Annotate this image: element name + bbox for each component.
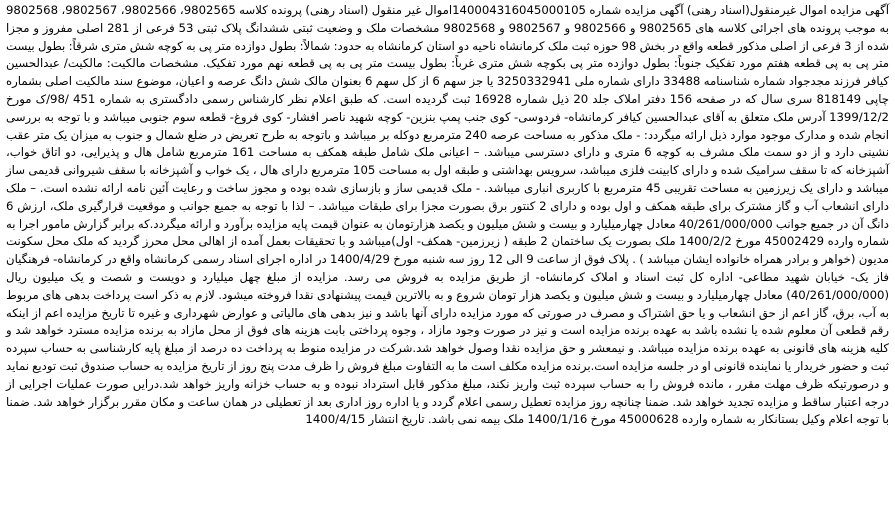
notice-body: به موجب پرونده های اجرائی کلاسه های 9802565 و 9802566 و 9802567 و 9802568 مشخصات ملک و وضعیت ثبتی ششدانگ پلاک ثبتی 53 فرعی از 281 اصلی مفروز و مجزا شده از 3 فرعی از اصلی مذکور قطعه واقع در بخش 98 حوزه ثبت ملک کرمانشاه ناحیه دو استان کرمانشاه به حدود: شمالاً: بطول دوازده متر پی به کوچه شش متری شرقاً: بطول بیست متر پی به پی قطعه هفتم مورد تفکیک جنوباً: بطول دوازده متر پی بکوچه شش متری غرباً: بطول بیست متر پی به پی قطعه نهم مورد تفکیک. مشخصات مالکیت: مالکیت/ عبدالحسین کیافر فرزند مجدجواد شماره شناسنامه 33488 دارای شماره ملی 3250332941 یا جز سهم 6 از کل سهم 6 بعنوان مالک شش دانگ عرصه و اعیان، موضوع سند مالکیت اصلی بشماره چاپی 818149 سری سال که در صفحه 156 دفتر املاک جلد 20 ذیل شماره 16928 ثبت گردیده است. که طبق اعلام نظر کارشناس رسمی دادگستری به شماره 451 /98/ک مورخ 1399/12/2 آدرس ملک متعلق به آقای عبدالحسین کیافر کرمانشاه- فردوسی- کوی جنب پمپ بنزین- کوچه شهید ناصر افشار- کوی فروغ- قطعه سوم جنوبی میباشد و با توجه به بررسی انجام شده و مدارک موجود موارد ذیل ارائه میگردد: - ملک مذکور به مساحت عرصه 240 مترمربع دوکله بر میباشد و باتوجه به طرح تعریض در ضلع شمال و جنوب به میزان یک متر عقب نشینی دارد و از دو سمت ملک مشرف به کوچه 6 متری و دارای دسترسی میباشد. – اعیانی ملک شامل طبقه همکف به مساحت 161 مترمربع شامل هال و پذیرایی، دو اتاق خواب، آشپزخانه که تا سقف سرامیک شده و دارای کابینت فلزی میباشد، سرویس بهداشتی و طبقه اول به مساحت 105 مترمربع دارای هال ، یک خواب و آشپزخانه با سقف شیروانی قدیمی ساز میباشد و دارای یک زیرزمین به مساحت تقریبی 45 مترمربع با کاربری انباری میباشد. - ملک قدیمی ساز و بازسازی شده بوده و مجوز ساخت و رعایت آئین نامه ارائه نشده است. – ملک دارای انشعاب آب و گاز مشترک برای طبقه همکف و اول بوده و دارای 2 کنتور برق بصورت مجزا برای طبقات میباشد. – لذا با توجه به جمیع جوانب و موقعیت قرارگیری ملک، ارزش 6 دانگ آن در جمیع جوانب 40/261/000/000 معادل چهارمیلیارد و بیست و شش میلیون و یکصد هزارتومان به عنوان قیمت پایه مزایده برآورد و ارائه میگردد.که برابر گزارش مامور اجرا به شماره وارده 45002429 مورخ 1400/2/2 ملک بصورت یک ساختمان 2 طبقه ( زیرزمین- همکف- اول)میباشد و با تحقیقات بعمل آمده از اهالی محل محرز گردید که ملک محل سکونت مدیون (خواهر و برادر همراه خانواده ایشان میباشد ) . پلاک فوق از ساعت 9 الی 12 روز سه شنبه مورخ 1400/4/29 در اداره اجرای اسناد رسمی کرمانشاه واقع در کرمانشاه- فرهنگیان فاز یک- خیابان شهید مطاعی- اداره کل ثبت اسناد و املاک کرمانشاه- از طریق مزایده به فروش می رسد. مزایده از مبلغ چهل میلیارد و دویست و شصت و یک میلیون ریال (40/261/000/000) معادل چهارمیلیارد و بیست و شش میلیون و یکصد هزار تومان شروع و به بالاترین قیمت پیشنهادی نقدا فروخته میشود. لازم به ذکر است پرداخت بدهی های مربوط به آب، برق، گاز اعم از حق انشعاب و یا حق اشتراک و مصرف در صورتی که مورد مزایده دارای آنها باشد و نیز بدهی های مالیاتی و عوارض شهرداری و غیره تا تاریخ مزایده اعم از اینکه رقم قطعی آن معلوم شده یا نشده باشد به عهده برنده مزایده است و نیز در صورت وجود مازاد ، وجوه پرداختی بابت هزینه های فوق از محل مازاد به برنده مزایده مسترد خواهد شد و کلیه هزینه های قانونی به عهده برنده مزایده میباشد. و نیمعشر و حق مزایده نقدا وصول خواهد شد.شرکت در مزایده منوط به پرداخت ده درصد از مبلغ پایه کارشناسی به حساب سپرده ثبت و حضور خریدار یا نماینده قانونی او در جلسه مزایده است.برنده مزایده مکلف است ما به التفاوت مبلغ فروش را ظرف مدت پنج روز از تاریخ مزایده به حساب صندوق ثبت تودیع نماید و درصورتیکه ظرف مهلت مقرر ، مانده فروش را به حساب سپرده ثبت واریز نکند، مبلغ مذکور قابل استرداد نبوده و به حساب خزانه واریز خواهد شد.درایں صورت عملیات اجرایی از درجه اعتبار ساقط و مزایده تجدید خواهد شد. ضمنا چنانچه روز مزایده تعطیل رسمی اعلام گردد و یا اداره روز اداری بعد از تعطیلی در همان ساعت و مکان مقرر برگزار خواهد شد. ضمنا با توجه اعلام وکیل بستانکار به شماره وارده 45000628 مورخ 1400/1/16 ملک بیمه نمی باشد. تاریخ انتشار bbox=[6, 20, 890, 427]
auction-notice bbox=[6, 2, 889, 429]
publish-date: 1400/4/15 bbox=[305, 412, 366, 427]
notice-title: آگهی مزایده اموال غیرمنقول(اسناد رهنی) آگهی مزایده شماره 140004316045000105اموال غیر منقول (اسناد رهنی) پرونده کلاسه 9802565، 9802566، 9802567، 9802568 bbox=[6, 3, 889, 17]
